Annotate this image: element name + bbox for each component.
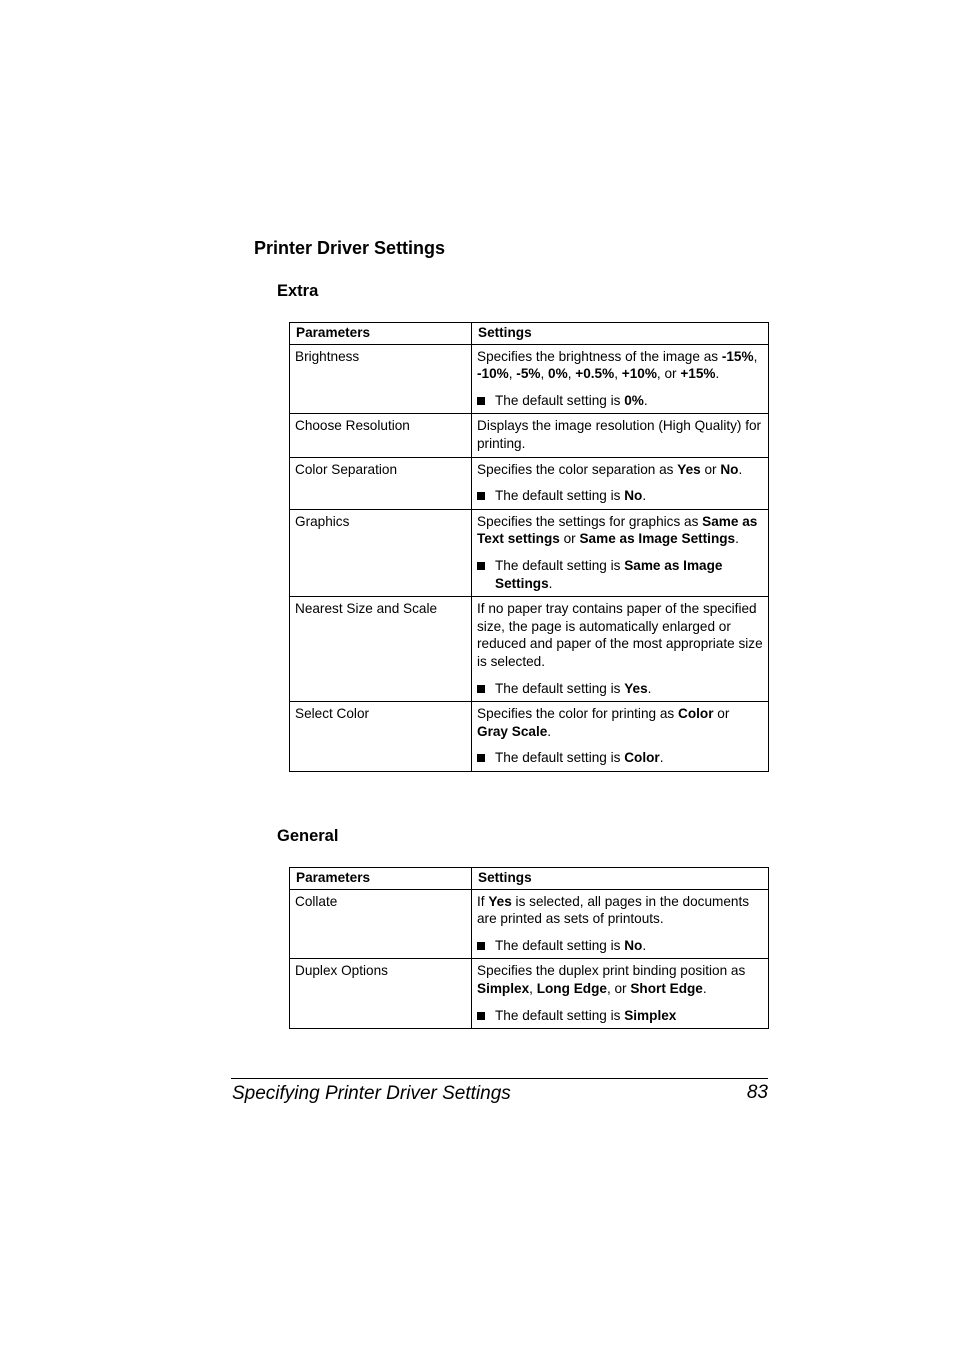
text-run: Specifies the settings for graphics as [477,513,703,529]
default-setting [477,1007,763,1025]
setting-cell [472,959,769,1029]
text-run: is selected, all pages in the documents are printed as sets of printouts. [477,893,750,927]
text-run: . [647,680,652,696]
setting-description [477,417,763,452]
text-run: If no paper tray contains paper of the specified size, the page is automatically enlarged or reduced and paper of the most appropriate size is selected. [477,601,763,669]
bold-value: Color [678,706,714,722]
text-run: , or [606,980,631,996]
text-run: . [702,980,707,996]
text-run: or [700,461,721,477]
bold-value: Same as Image Settings [579,531,736,547]
bold-value: Simplex [477,980,530,996]
text-run: , [753,348,758,364]
section-heading-general: General [277,827,339,845]
text-run: If [477,893,489,909]
header-parameters: Parameters [290,323,472,345]
text-run: Specifies the color separation as [477,461,678,477]
table-row [290,959,769,1029]
bold-value: -5% [516,366,541,382]
bold-value: No [720,461,739,477]
table-header-row [290,323,769,345]
bold-value: No [624,937,643,953]
default-setting [477,392,763,410]
parameter-name: Graphics [290,509,472,596]
default-setting [477,749,763,767]
bold-value: Yes [677,461,701,477]
bold-value: +0.5% [575,366,615,382]
table-row [290,702,769,772]
bold-value: Color [624,750,660,766]
text-run: . [735,531,739,547]
text-run: , [614,366,622,382]
parameter-name: Color Separation [290,457,472,509]
default-setting [477,680,763,698]
bold-value: -10% [477,366,509,382]
square-bullet-icon [477,562,485,570]
text-run: . [642,937,647,953]
text-run: , [529,980,537,996]
extra-settings-table [289,322,769,772]
setting-description [477,705,763,740]
text-run: The default setting is [495,750,625,766]
text-run: , [508,366,517,382]
text-run: . [547,723,552,739]
table-row [290,344,769,414]
page-title: Printer Driver Settings [254,238,446,258]
header-parameters: Parameters [290,868,472,890]
bold-value: +15% [680,366,716,382]
text-run: . [659,750,664,766]
parameter-name: Select Color [290,702,472,772]
square-bullet-icon [477,685,485,693]
text-run: or [559,531,580,547]
header-settings: Settings [472,868,769,890]
setting-cell [472,344,769,414]
text-run: Specifies the brightness of the image as [477,348,722,364]
text-run: Specifies the duplex print binding position as [477,963,746,979]
text-run: Specifies the color for printing as [477,706,678,722]
square-bullet-icon [477,1012,485,1020]
parameter-name: Duplex Options [290,959,472,1029]
text-run: or [713,706,730,722]
parameter-name: Brightness [290,344,472,414]
parameter-name: Choose Resolution [290,414,472,457]
table-header-row [290,868,769,890]
bold-value: -15% [721,348,754,364]
default-setting [477,487,763,505]
header-settings: Settings [472,323,769,345]
general-settings-table [289,867,769,1029]
setting-cell [472,597,769,702]
setting-cell [472,889,769,959]
text-run: , [540,366,549,382]
text-run: . [642,488,647,504]
setting-description [477,600,763,670]
bold-value: No [624,488,643,504]
setting-cell [472,457,769,509]
setting-description [477,348,763,383]
table-row [290,509,769,596]
setting-description [477,962,763,997]
bold-value: 0% [624,392,644,408]
bold-value: 0% [548,366,568,382]
bold-value: Yes [624,680,648,696]
text-run: . [548,575,553,591]
setting-cell [472,509,769,596]
text-run: The default setting is [495,488,625,504]
default-setting [477,557,763,592]
default-setting [477,937,763,955]
table-row [290,889,769,959]
setting-description [477,461,763,479]
parameter-name: Nearest Size and Scale [290,597,472,702]
general-table-body [290,889,769,1029]
text-run: The default setting is [495,1007,625,1023]
table-row [290,457,769,509]
table-row [290,414,769,457]
square-bullet-icon [477,754,485,762]
setting-description [477,513,763,548]
text-run: . [643,392,648,408]
setting-cell [472,414,769,457]
text-run: The default setting is [495,937,625,953]
text-run: , or [656,366,681,382]
setting-cell [472,702,769,772]
text-run: , [567,366,576,382]
bold-value: +10% [621,366,657,382]
text-run: Displays the image resolution (High Quality) for printing. [477,418,762,451]
setting-description [477,893,763,928]
square-bullet-icon [477,397,485,405]
bold-value: Long Edge [536,980,607,996]
bold-value: Yes [488,893,512,909]
bold-value: Same as Text settings [477,513,758,547]
text-run: The default setting is [495,392,625,408]
bold-value: Same as Image Settings [495,557,723,591]
text-run: The default setting is [495,680,625,696]
page-number: 83 [746,1082,768,1103]
extra-table-body [290,344,769,771]
bold-value: Short Edge [630,980,703,996]
text-run: The default setting is [495,557,625,573]
section-heading-extra: Extra [277,282,319,300]
footer-title: Specifying Printer Driver Settings [232,1083,511,1104]
footer-divider [231,1078,768,1079]
text-run: . [738,461,743,477]
table-row [290,597,769,702]
bold-value: Gray Scale [477,723,548,739]
bold-value: Simplex [624,1007,677,1023]
parameter-name: Collate [290,889,472,959]
text-run: . [715,366,720,382]
square-bullet-icon [477,942,485,950]
square-bullet-icon [477,492,485,500]
